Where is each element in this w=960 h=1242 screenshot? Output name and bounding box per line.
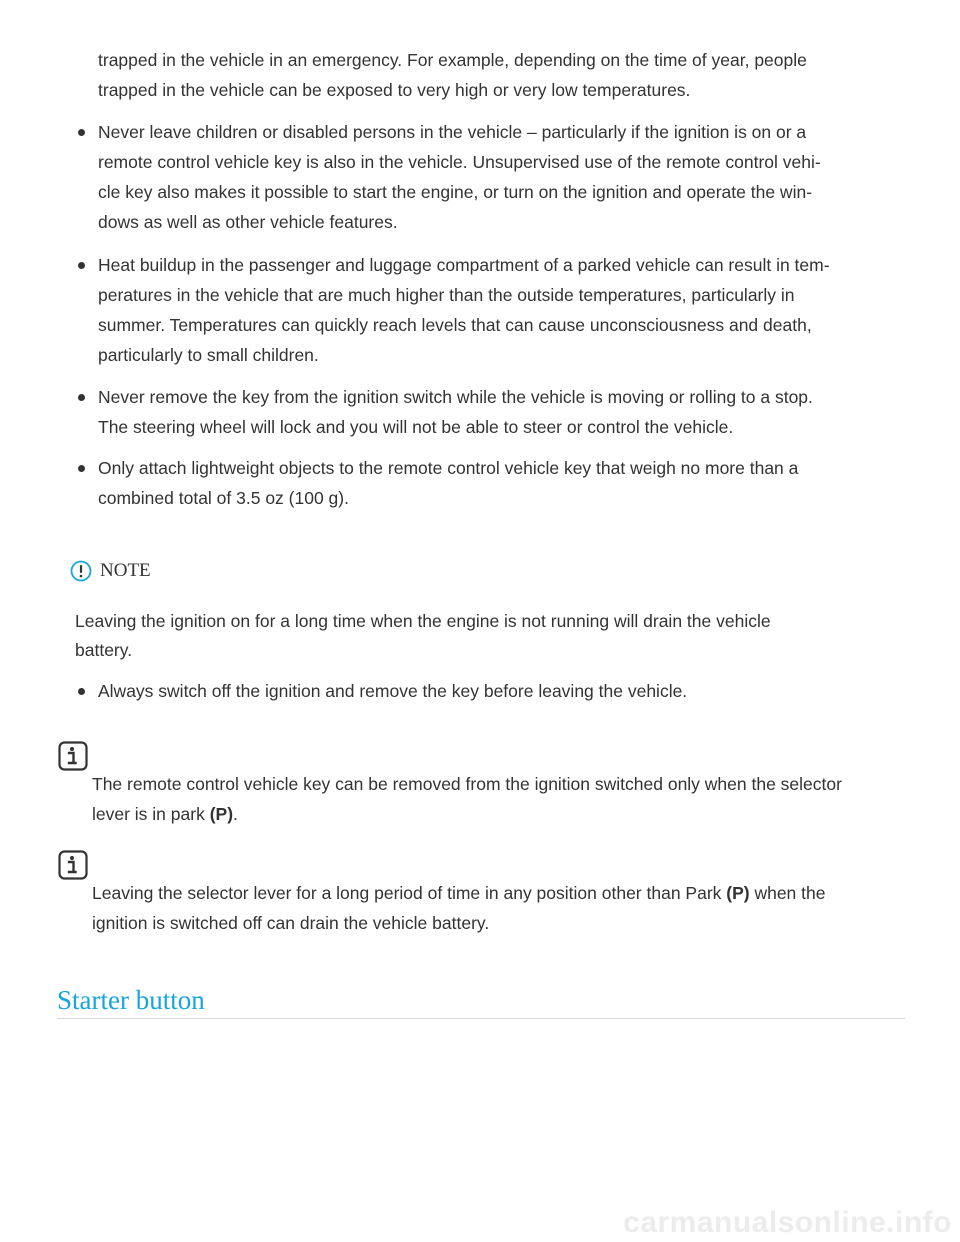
info-text-segment: lever is in park <box>92 804 210 824</box>
intro-line-2: trapped in the vehicle can be exposed to very high or very low temperatures. <box>98 80 691 100</box>
info-line: The remote control vehicle key can be removed from the ignition switched only when the selector <box>92 774 842 794</box>
info-text-segment: Leaving the selector lever for a long period of time in any position other than Park <box>92 883 727 903</box>
bullet-line: remote control vehicle key is also in the vehicle. Unsupervised use of the remote control vehi- <box>98 152 821 172</box>
bullet-line: dows as well as other vehicle features. <box>98 212 398 232</box>
bullet-line: particularly to small children. <box>98 345 319 365</box>
bullet-line: The steering wheel will lock and you will not be able to steer or control the vehicle. <box>98 417 734 437</box>
section-divider <box>57 1018 905 1019</box>
exclamation-circle-icon <box>70 560 92 582</box>
info-text-segment: when the <box>749 883 826 903</box>
warning-bullet-2 <box>78 250 898 370</box>
bullet-line: summer. Temperatures can quickly reach levels that can cause unconsciousness and death, <box>98 315 812 335</box>
info-box-icon <box>58 741 88 771</box>
note-line-1: Leaving the ignition on for a long time when the engine is not running will drain the vehicle <box>75 611 771 631</box>
bullet-line: Heat buildup in the passenger and luggage compartment of a parked vehicle can result in tem- <box>98 255 830 275</box>
bullet-line: Never remove the key from the ignition switch while the vehicle is moving or rolling to a stop. <box>98 387 813 407</box>
note-line-2: battery. <box>75 640 133 660</box>
info-line <box>92 799 912 829</box>
info-line <box>92 878 912 908</box>
bullet-text <box>98 250 898 370</box>
watermark: carmanualsonline.info <box>623 1206 952 1239</box>
info-note-2 <box>92 878 912 938</box>
note-label: NOTE <box>100 560 151 581</box>
intro-line-1: trapped in the vehicle in an emergency. For example, depending on the time of year, people <box>98 50 807 70</box>
note-bullet <box>78 676 898 706</box>
bullet-line: combined total of 3.5 oz (100 g). <box>98 488 349 508</box>
park-label: (P) <box>726 883 750 903</box>
bullet-line: cle key also makes it possible to start the engine, or turn on the ignition and operate the win- <box>98 182 813 202</box>
bullet-text: Always switch off the ignition and remove the key before leaving the vehicle. <box>98 681 688 701</box>
park-label: (P) <box>209 804 234 824</box>
info-text-segment: . <box>233 804 238 824</box>
bullet-text <box>98 117 898 237</box>
warning-bullet-3 <box>78 382 898 442</box>
bullet-line: peratures in the vehicle that are much higher than the outside temperatures, particularly in <box>98 285 795 305</box>
note-header <box>70 558 151 584</box>
bullet-line: Only attach lightweight objects to the remote control vehicle key that weigh no more than a <box>98 458 799 478</box>
info-note-1 <box>92 769 912 829</box>
bullet-dot-icon <box>78 262 85 269</box>
warning-bullet-1 <box>78 117 898 237</box>
info-line: ignition is switched off can drain the vehicle battery. <box>92 913 490 933</box>
bullet-text <box>98 382 898 442</box>
bullet-dot-icon <box>78 129 85 136</box>
warning-bullet-4 <box>78 453 898 513</box>
bullet-dot-icon <box>78 465 85 472</box>
bullet-dot-icon <box>78 688 85 695</box>
bullet-text <box>98 453 898 513</box>
section-title: Starter button <box>57 985 205 1015</box>
bullet-dot-icon <box>78 394 85 401</box>
info-box-icon <box>58 850 88 880</box>
bullet-line: Never leave children or disabled persons in the vehicle – particularly if the ignition is on or a <box>98 122 807 142</box>
